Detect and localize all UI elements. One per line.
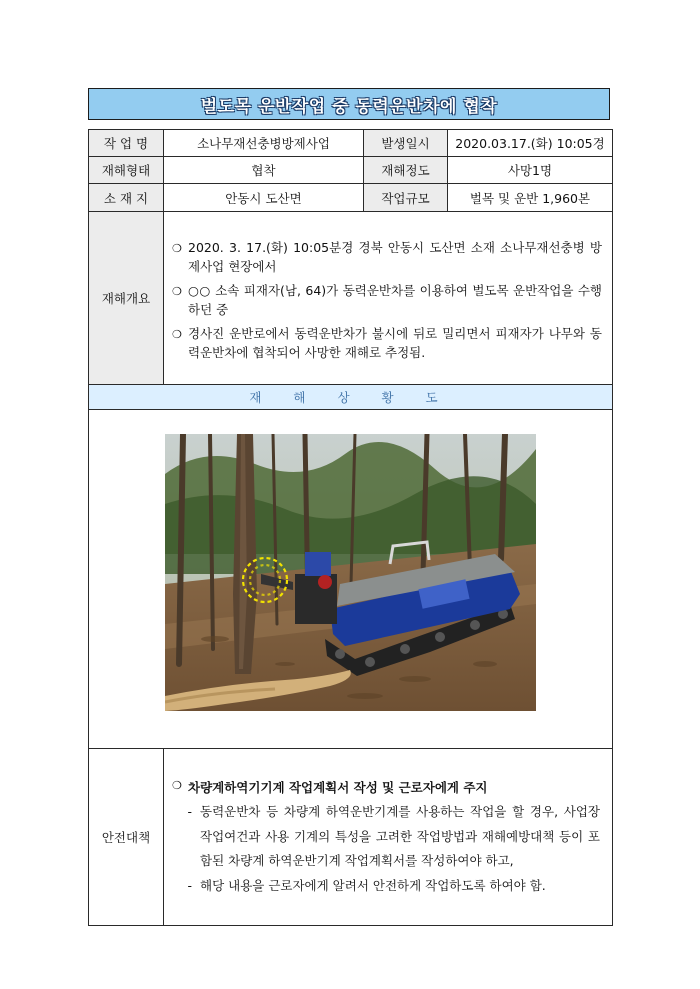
label-work-name: 작 업 명 [89, 130, 164, 157]
info-row [89, 157, 613, 184]
diagram-header-row [89, 385, 613, 410]
list-item [172, 238, 602, 276]
safety-text: 해당 내용을 근로자에게 알려서 안전하게 작업하도록 하여야 함. [200, 877, 546, 893]
value-scale: 벌목 및 운반 1,960본 [448, 184, 613, 212]
circle-bullet-icon: ❍ [172, 242, 182, 255]
label-accident-type: 재해형태 [89, 157, 164, 184]
dash-bullet: - [187, 804, 192, 819]
overview-row [89, 212, 613, 385]
overview-list [164, 228, 612, 368]
overview-text: 2020. 3. 17.(화) 10:05분경 경북 안동시 도산면 소재 소나무재선충병 방제사업 현장에서 [188, 240, 602, 274]
value-accident-type: 협착 [164, 157, 364, 184]
value-work-name: 소나무재선충병방제사업 [164, 130, 364, 157]
overview-text: 경사진 운반로에서 동력운반차가 불시에 뒤로 밀리면서 피재자가 나무와 동력운반차에 협착되어 사망한 재해로 추정됨. [188, 326, 602, 360]
value-date: 2020.03.17.(화) 10:05경 [448, 130, 613, 157]
value-location: 안동시 도산면 [164, 184, 364, 212]
circle-bullet-icon: ❍ [172, 328, 182, 341]
overview-text: ○○ 소속 피재자(남, 64)가 동력운반차를 이용하여 벌도목 운반작업을 수행하던 중 [188, 283, 602, 317]
list-item [172, 800, 600, 874]
info-row [89, 184, 613, 212]
diagram-section-title: 재 해 상 황 도 [89, 385, 613, 410]
safety-heading [172, 778, 600, 796]
safety-heading-text: 차량계하역기기계 작업계획서 작성 및 근로자에게 주지 [188, 780, 488, 795]
document-title: 벌도목 운반작업 중 동력운반차에 협착 [88, 88, 610, 120]
value-severity: 사망1명 [448, 157, 613, 184]
label-severity: 재해정도 [364, 157, 448, 184]
label-location: 소 재 지 [89, 184, 164, 212]
list-item [172, 324, 602, 362]
safety-label: 안전대책 [89, 749, 164, 926]
label-scale: 작업규모 [364, 184, 448, 212]
list-item [172, 281, 602, 319]
diagram-row [89, 410, 613, 749]
list-item [172, 874, 600, 899]
forest-scene-photo-icon [165, 434, 536, 711]
safety-row [89, 749, 613, 926]
circle-bullet-icon: ❍ [172, 779, 182, 792]
overview-content [164, 212, 613, 385]
dash-bullet: - [187, 877, 192, 893]
safety-text: 동력운반차 등 차량계 하역운반기계를 사용하는 작업을 할 경우, 사업장 작업여건과 사용 기계의 특성을 고려한 작업방법과 재해예방대책 등이 포함된 차량계 하역운반기계 작업계획서를 작성하여야 하고, [200, 804, 600, 868]
safety-content [164, 749, 613, 926]
diagram-cell [89, 410, 613, 749]
circle-bullet-icon: ❍ [172, 285, 182, 298]
info-row [89, 130, 613, 157]
overview-label: 재해개요 [89, 212, 164, 385]
accident-report-table [88, 129, 613, 926]
label-date: 발생일시 [364, 130, 448, 157]
